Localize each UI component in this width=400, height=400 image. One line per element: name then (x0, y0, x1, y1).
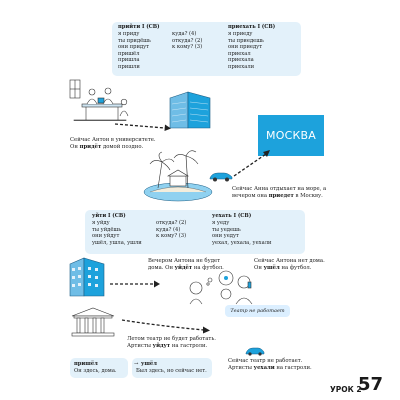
table-cell: куда? (4) (156, 226, 181, 233)
caption-line: Вечером Антона не будет (148, 258, 221, 264)
caption-line: Он придёт домой поздно. (70, 143, 144, 150)
lesson-label: УРОК 2 (330, 385, 362, 394)
mid-table-col3 (212, 220, 271, 246)
table-cell: ты придёшь (118, 37, 151, 44)
page-number: 57 (358, 374, 384, 395)
table-cell: я уйду (92, 220, 110, 226)
table-cell: приехал (228, 50, 251, 57)
table-cell: к кому? (3) (156, 233, 187, 240)
top-table-col1 (118, 31, 151, 71)
moscow-sign: МОСКВА (258, 115, 324, 156)
caption-artists (228, 358, 338, 372)
caption-line: Сейчас Антона нет дома. (254, 258, 325, 264)
mid-table-left-header: уйти I (СВ) (92, 213, 126, 219)
note-left-word: ушёл (141, 361, 157, 367)
apartment-building (68, 254, 106, 298)
table-cell: ты приедешь (228, 37, 264, 44)
table-cell: к кому? (3) (172, 44, 203, 51)
table-cell: куда? (4) (172, 31, 197, 37)
theatre-closed-sign: Театр не работает (225, 305, 290, 317)
table-cell: пришла (118, 57, 140, 64)
caption-line: Артисты уйдут на гастроли. (127, 342, 208, 349)
top-table-left-header: прийти I (СВ) (118, 24, 160, 30)
dashed-arrow (108, 278, 162, 290)
caption-line: Сейчас Антон в университете. (70, 137, 156, 143)
person-at-phone (230, 272, 258, 308)
table-cell: откуда? (2) (156, 220, 187, 226)
table-cell: откуда? (2) (172, 37, 203, 44)
table-cell: приехала (228, 57, 254, 64)
table-cell: ты уйдёшь (92, 226, 122, 233)
note-arrived-word: пришёл (74, 361, 98, 367)
table-cell: они уйдут (92, 233, 120, 240)
mid-table-right-header: уехать I (СВ) (212, 213, 252, 219)
caption-line: Он ушёл на футбол. (254, 264, 312, 271)
top-table-col3 (228, 31, 264, 71)
theatre-building (70, 306, 116, 338)
beach-illustration (142, 148, 214, 204)
office-building (168, 90, 212, 130)
dashed-arrow (113, 118, 173, 132)
person-thinking (186, 276, 214, 306)
table-cell: пришёл (118, 50, 140, 57)
caption-line: Артисты уехали на гастроли. (228, 364, 312, 371)
dashed-arrow (232, 148, 274, 178)
caption-line: Сейчас Анна отдыхает на море, а (232, 186, 327, 192)
car-icon (208, 170, 234, 182)
table-cell: они приедут (228, 44, 263, 51)
note-arrived-text: Он здесь, дома. (74, 368, 117, 374)
top-table-col2 (172, 31, 202, 51)
caption-line: вечером она приедет в Москву. (232, 192, 323, 199)
caption-evening (148, 258, 248, 272)
table-cell: они уедут (212, 233, 239, 240)
caption-now (254, 258, 354, 272)
note-left-text: Был здесь, но сейчас нет. (136, 368, 207, 374)
caption-line: Летом театр не будет работать. (127, 336, 216, 342)
table-cell: я приеду (228, 31, 253, 37)
mid-table-col1 (92, 220, 142, 246)
caption-summer (127, 336, 237, 350)
table-cell: ушёл, ушла, ушли (92, 239, 142, 246)
table-cell: пришли (118, 63, 140, 70)
top-table-right-header: приехать I (СВ) (228, 24, 276, 30)
caption-sea (232, 186, 352, 200)
table-cell: я уеду (212, 220, 230, 226)
table-cell: они придут (118, 44, 150, 51)
table-cell: уехал, уехала, уехали (212, 239, 272, 246)
table-cell: приехали (228, 63, 255, 70)
caption-line: дома. Он уйдёт на футбол. (148, 264, 224, 271)
table-cell: ты уедешь (212, 226, 241, 233)
dashed-arrow (120, 316, 212, 336)
arrow-icon: → (134, 361, 139, 367)
car-icon (244, 346, 266, 356)
mid-table-col2 (156, 220, 186, 240)
table-cell: я приду (118, 31, 140, 37)
caption-line: Сейчас театр не работает. (228, 358, 303, 364)
